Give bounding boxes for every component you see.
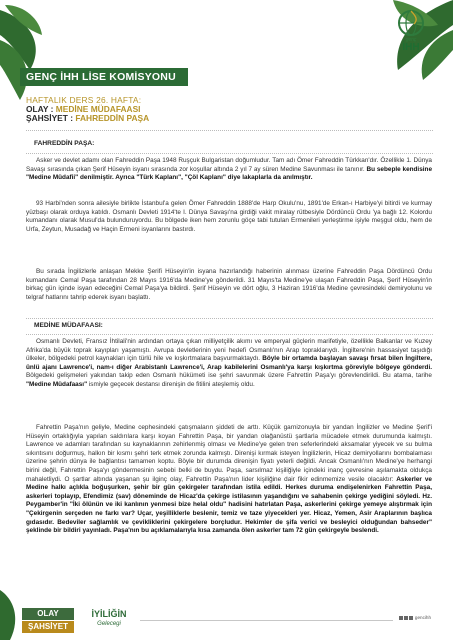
divider xyxy=(26,153,433,154)
text: Osmanlı Devleti, Fransız İhtilali'nin ardından ortaya çıkan milliyetçilik akımı ve emperyal güçlerin marifetiyle, özellikle Balkanlar ve Kuzey Afrika'da büyük toprak kayıpları yaşamıştı. Avrupa devletlerinin yeni hedefi Osmanlı'nın Arap topraklarıydı. İngiltere'nin hassasiyet taşıdığı ülkeler, bölgedeki petrol kaynakları için türlü hile ve kışkırtmalara başvurmaktaydı. xyxy=(26,338,432,363)
twitter-icon xyxy=(404,616,408,620)
logo-genc-text: genç xyxy=(405,37,417,43)
divider xyxy=(26,130,433,131)
badge-bottom: ŞAHSİYET xyxy=(22,621,74,633)
social-handle xyxy=(399,615,431,620)
bold-text: "Medine Müdafaası" xyxy=(26,380,88,388)
paragraph: Bu sırada İngilizlerle anlaşan Mekke Şerifi Hüseyin'in isyana hazırlandığı haberinin alınması üzerine Fahreddin Paşa Dördüncü Ordu kumandanı Cemal Paşa tarafından 28 Mayıs 1916'da Medine'ye gönderildi. 31 Mayıs'ta Medine'ye ulaşan Fahreddin Paşa, Şerif Hüseyin'in birkaç gün içinde isyan edeceğini Cemal Paşa'ya bildirdi. Şerif Hüseyin ve dört oğlu, 3 Haziran 1916'da Medine çevresindeki demiryolunu ve telgraf hatlarını tahrip ederek isyanı başlattı. xyxy=(26,268,432,301)
social-handle-text: gencihh xyxy=(414,615,431,620)
footer-rule xyxy=(140,620,393,621)
logo-ihh-text: İHH xyxy=(402,42,420,53)
facebook-icon xyxy=(399,616,403,620)
youtube-icon xyxy=(409,616,413,620)
iyiligin-gelecegi-logo xyxy=(86,608,132,634)
badge-top: OLAY xyxy=(22,608,74,620)
bold-text: Bu sebeple kendisine "Medine Müdafii" denilmiştir. Ayrıca "Türk Kaplanı", "Çöl Kaplanı" diye lakaplarla da anılmıştır. xyxy=(26,165,432,182)
bold-text: Böyle bir ortamda başlayan savaşı fırsat bilen İngiltere, ünlü ajanı Lawrence'i, nam-ı diğer Arabistanlı Lawrence'i, Arap kabilelerini Osmanlı'ya karşı kışkırtma göreviyle bölgeye gönderdi. xyxy=(26,355,432,371)
genc-ihh-logo xyxy=(386,8,436,68)
divider xyxy=(26,334,433,335)
leaf-decoration-top-left xyxy=(0,0,60,110)
event-label: OLAY : xyxy=(26,104,56,114)
globe-icon xyxy=(396,8,426,38)
paragraph xyxy=(26,338,432,390)
text: ismiyle geçecek destansı direnişin de fitilini ateşlemiş oldu. xyxy=(87,380,255,388)
weekly-lesson-heading: HAFTALIK DERS 26. HAFTA: xyxy=(26,95,142,105)
bold-text: Askerler ve Medine halkı açlıkla boğuşurken, şehir bir gün çekirgeler tarafından istila edildi. Herkes duruma endişelenirken Fahrettin Paşa, askerleri toplayıp, Efendimiz (sav) döneminde de Hicaz'da çekirge istilasının yaşandığını ve sahabenin çekirge yediğini söyledi. Hz. Peygamber'in "İki ölünün ve iki kanlının yenmesi bize helal oldu" hadisini hatırlatan Paşa, askerlerini çekirge yemeye alıştırmak için "Çekirgenin serçeden ne farkı var? Uçar, yeşilliklerle beslenir, temiz ve taze yiyecekleri yer. Hicaz, Yemen, Asir Araplarının başlıca gıdasıdır. Bedeviler sağlamlık ve çevikliklerini çekirgelere borçludur. Hekimler de şifa verici ve besleyici olduğundan bahseder" şeklinde bir bildiri yayınladı. Paşa'nın bu açıklamalarıyla kısa zamanda ölen askerler tam 72 gün çekirgeyle beslendi. xyxy=(26,475,432,535)
paragraph xyxy=(26,157,432,183)
olay-sahsiyet-badge xyxy=(22,608,74,634)
person-line xyxy=(26,114,149,124)
ili-title: İYİLİĞİN xyxy=(91,609,127,619)
commission-banner: GENÇ İHH LİSE KOMİSYONU xyxy=(20,68,188,86)
person-value: FAHREDDİN PAŞA xyxy=(75,113,150,123)
ili-subtitle: Gelecegi xyxy=(97,621,121,627)
text: Fahrettin Paşa'nın geliyle, Medine cephesindeki çatışmaların şiddeti de arttı. Küçük garnizonuyla bir yandan İngilizler ve Medine Şerif'i Hüseyin ortaklığıyla yapılan saldırılara karşı koyan Fahrettin Paşa, bir yandan olağanüstü şartlarla mücadele etmek durumunda kalmıştı. Lawrence ve adamları tarafından su kaynaklarının zehirlenmiş olması ve Medine'ye gelen tren seferlerindeki aksamalar yiyecek ve su bulma sıkıntısını doğurmuş, halkın bir kısmı şehri terk etmek zorunda kalmıştı. Direnişi kırmak isteyen İngilizlerin, Hicaz demiryollarını bombalaması üzerine şehrin dünya ile bağlantısı tamamen koptu. Böyle bir durumda direnişin fiyatı yeterli değildi. Ancak Osmanlı'nın Medine'ye herhangi birini değil, Fahrettin Paşa'yı göndermesinin sebebi belki de buydu. Paşa, sarsılmaz kişiliğiyle içindeki inanç çevresine aşılamakta oldukça mahaletliydi. O şartlar altında yaşanan şu ilginç olay, Fahrettin Paşa'nın lider kişiliğine dair fikir edinmemize vesile olacaktır: xyxy=(26,424,432,483)
section-title-medine: MEDİNE MÜDAFAASI: xyxy=(34,322,103,329)
paragraph xyxy=(26,424,432,536)
section-title-fahreddin: FAHREDDİN PAŞA: xyxy=(34,140,95,147)
page-footer xyxy=(0,604,453,640)
paragraph: 93 Harbi'nden sonra ailesiyle birlikte İstanbul'a gelen Ömer Fahreddin 1888'de Harp Okulu'nu, 1891'de Erkan-ı Harbiye'yi bitirdi ve kurmay yüzbaşı olarak orduya katıldı. Osmanlı Devleti 1914'te I. Dünya Savaşı'na girdiği vakit miralay rütbesiyle Dördüncü Ordu 'ya bağlı 12. Kolordu kumandanı olarak Musul'da bulunduruyordu. Bu bölgede iken hem zorunlu göçe tabi tutulan Ermenileri yerleştirme işiyle meşgul oldu, hem de Urfa, Zeytun, Musadağ ve Haçin Ermeni isyanlarını bastırdı. xyxy=(26,200,432,233)
person-label: ŞAHSİYET : xyxy=(26,113,76,123)
text: Bölgedeki gelişmeleri yakından takip eden Osmanlı hükümeti ise şehri savunmak üzere Fahrettin Paşa'yı görevlendirildi. Bu atama, tarihe xyxy=(26,372,432,380)
text: Asker ve devlet adamı olan Fahreddin Paşa 1948 Ruşçuk Bulgaristan doğumludur. Tam adı Ömer Fahreddin Türkkan'dır. Özellikle 1. Dünya Savaşı sırasında çıkan Şerif Hüseyin isyanı sırasında zor koşullar altında 2 yıl 7 ay süren Medine Savunması ile tanınır. xyxy=(26,157,432,173)
divider xyxy=(26,318,433,319)
event-value: MEDİNE MÜDAFAASI xyxy=(55,104,141,114)
